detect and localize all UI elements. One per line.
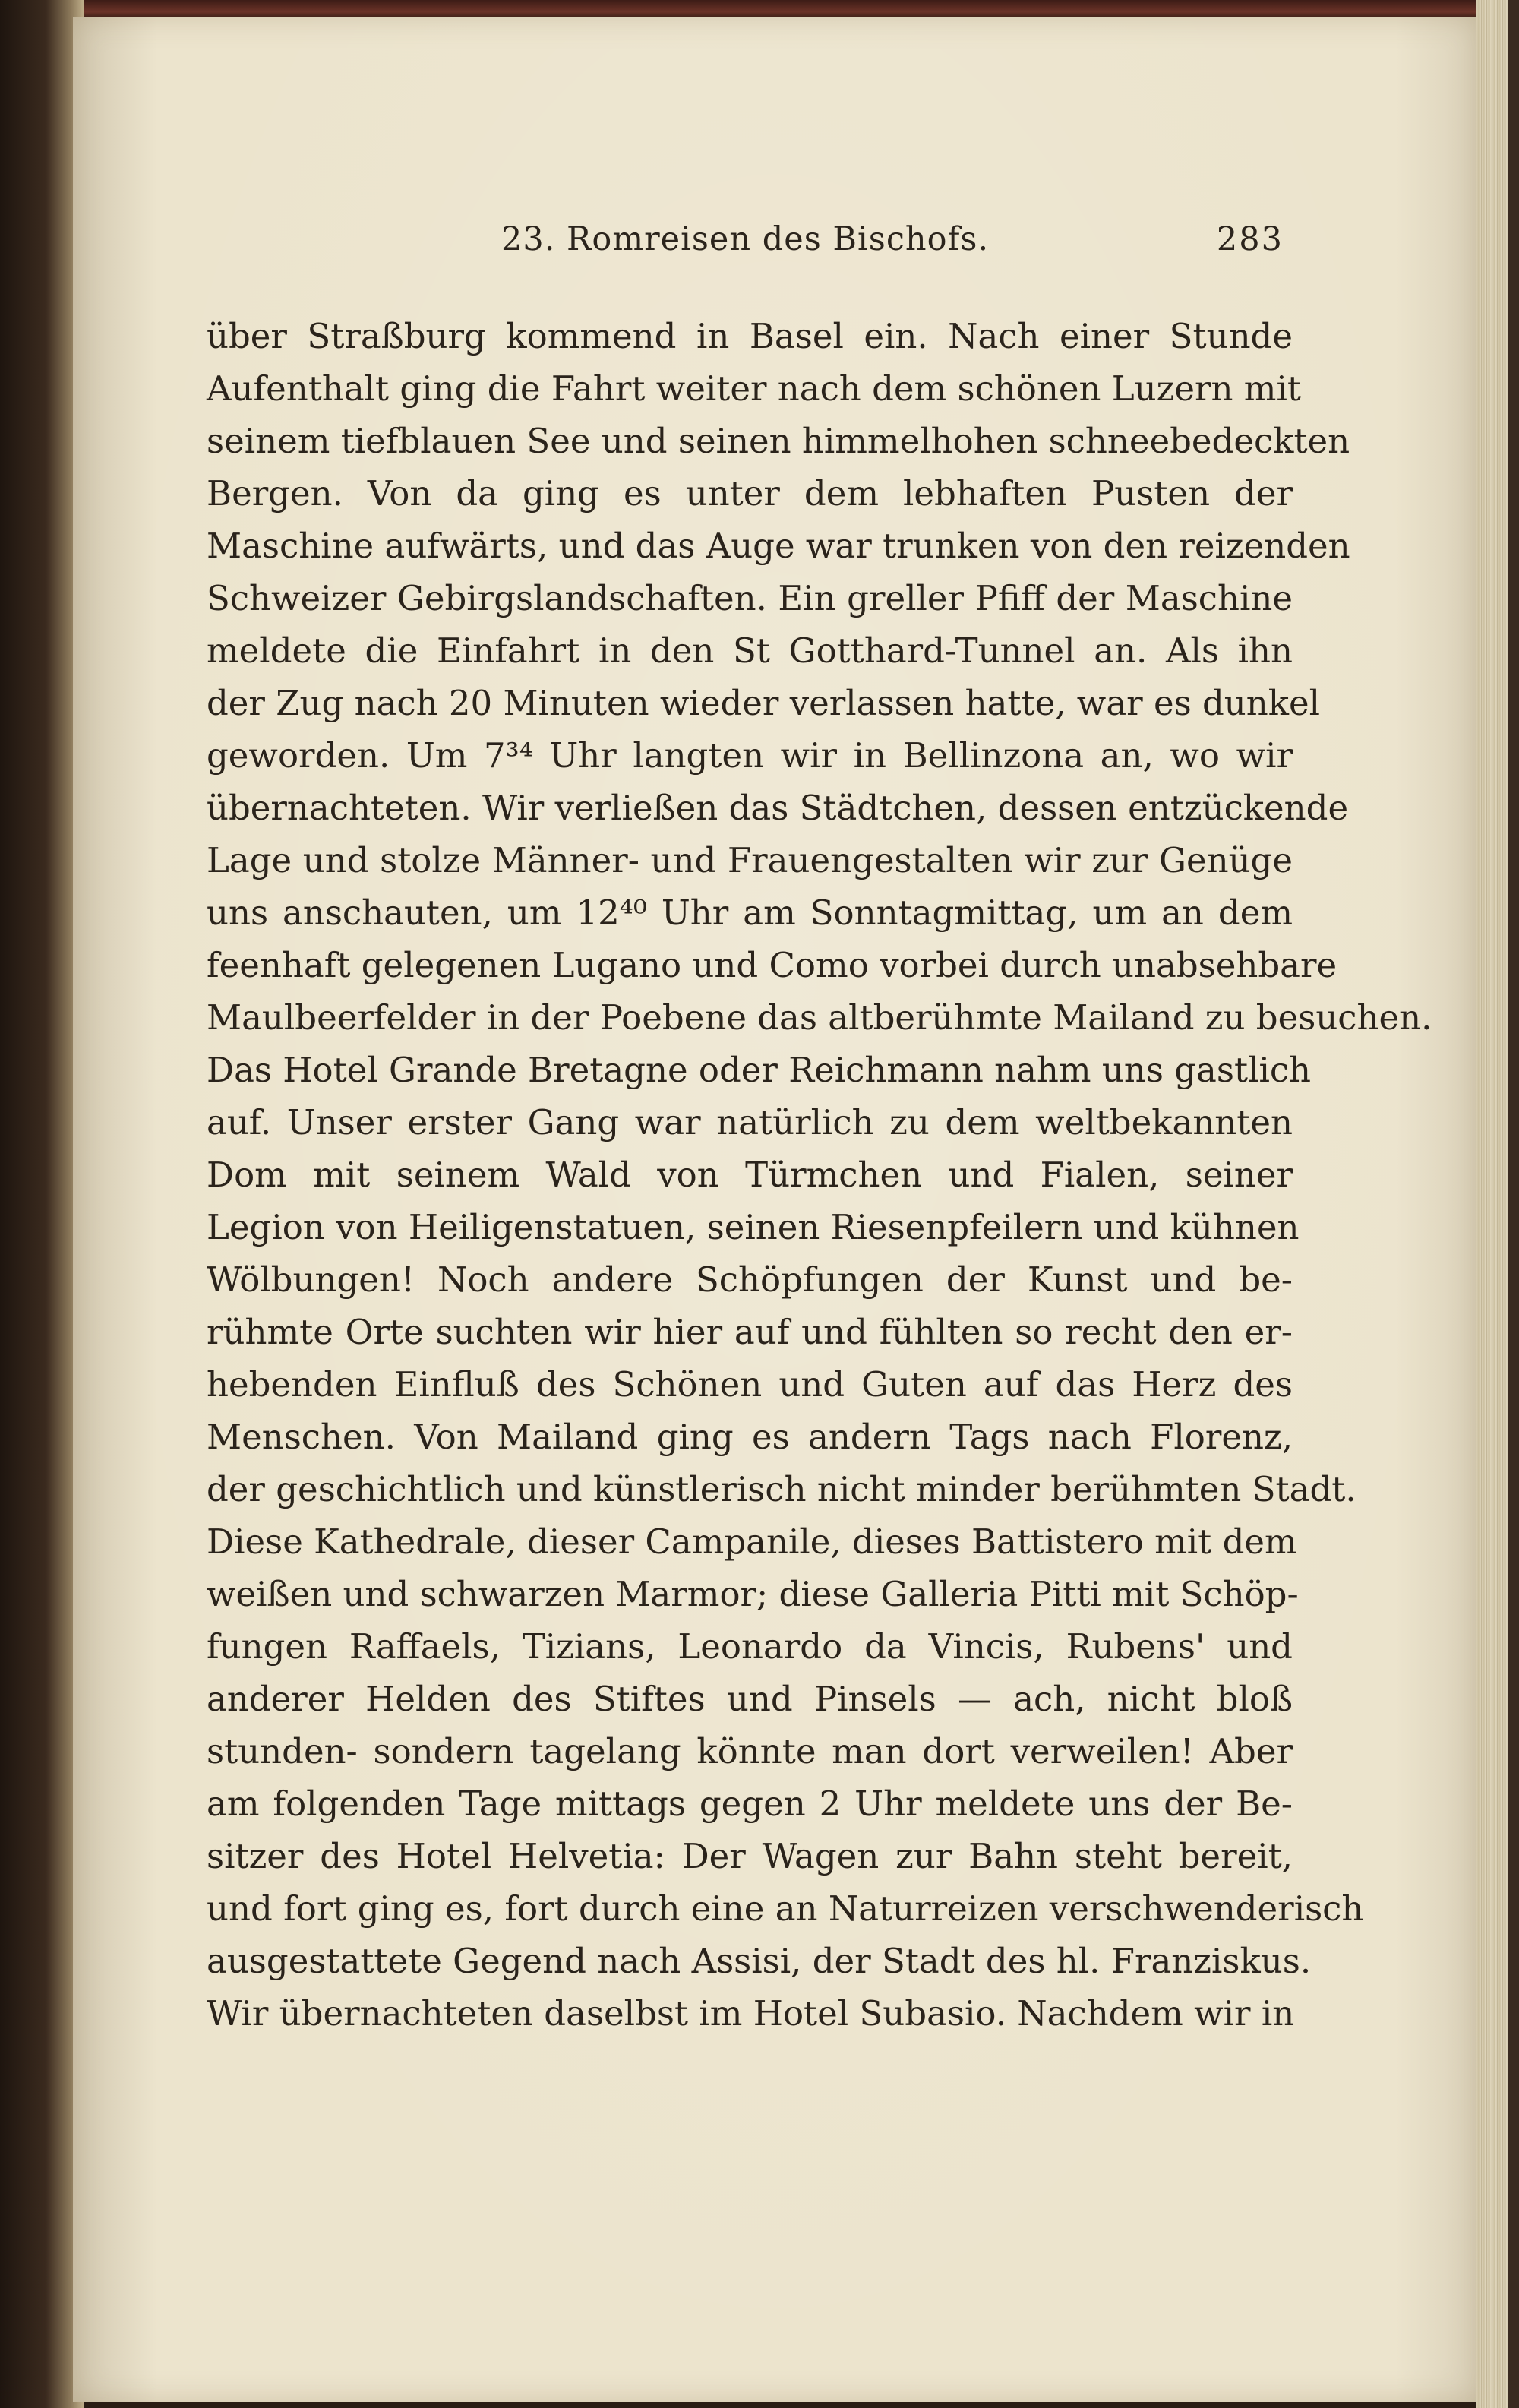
- text-line: Maulbeerfelder in der Poebene das altberühmte Mailand zu besuchen.: [207, 997, 1432, 1038]
- text-line: sitzer des Hotel Helvetia: Der Wagen zur Bahn steht bereit,: [207, 1836, 1293, 1876]
- text-line: der Zug nach 20 Minuten wieder verlassen hatte, war es dunkel: [207, 683, 1321, 723]
- book-gutter: [0, 0, 84, 2408]
- text-line: Aufenthalt ging die Fahrt weiter nach dem schönen Luzern mit: [207, 368, 1301, 409]
- text-line: hebenden Einfluß des Schönen und Guten auf das Herz des: [207, 1364, 1293, 1405]
- text-line: am folgenden Tage mittags gegen 2 Uhr meldete uns der Be-: [207, 1784, 1293, 1824]
- text-line: Dom mit seinem Wald von Türmchen und Fialen, seiner: [207, 1155, 1293, 1195]
- body-text: [207, 310, 1432, 2040]
- text-line: fungen Raffaels, Tizians, Leonardo da Vincis, Rubens' und: [207, 1626, 1293, 1667]
- text-line: Wölbungen! Noch andere Schöpfungen der Kunst und be-: [207, 1259, 1293, 1300]
- text-line: anderer Helden des Stiftes und Pinsels — ach, nicht bloß: [207, 1679, 1293, 1719]
- text-line: rühmte Orte suchten wir hier auf und fühlten so recht den er-: [207, 1312, 1293, 1352]
- text-line: und fort ging es, fort durch eine an Naturreizen verschwenderisch: [207, 1888, 1364, 1929]
- text-line: der geschichtlich und künstlerisch nicht minder berühmten Stadt.: [207, 1469, 1356, 1509]
- text-line: feenhaft gelegenen Lugano und Como vorbei durch unabsehbare: [207, 945, 1337, 985]
- page-header: [501, 220, 1284, 273]
- book-cover-edge: [1508, 0, 1519, 2408]
- text-line: übernachteten. Wir verließen das Städtchen, dessen entzückende: [207, 788, 1349, 828]
- text-line: Legion von Heiligenstatuen, seinen Riesenpfeilern und kühnen: [207, 1207, 1300, 1247]
- text-line: auf. Unser erster Gang war natürlich zu dem weltbekannten: [207, 1102, 1293, 1142]
- text-line: Wir übernachteten daselbst im Hotel Subasio. Nachdem wir in: [207, 1993, 1295, 2034]
- text-line: uns anschauten, um 12⁴⁰ Uhr am Sonntagmittag, um an dem: [207, 893, 1293, 933]
- text-line: Maschine aufwärts, und das Auge war trunken von den reizenden: [207, 526, 1350, 566]
- page-number: 283: [1216, 220, 1284, 258]
- text-line: Lage und stolze Männer- und Frauengestalten wir zur Genüge: [207, 840, 1293, 880]
- running-title: 23. Romreisen des Bischofs.: [501, 220, 990, 258]
- text-line: meldete die Einfahrt in den St Gotthard-Tunnel an. Als ihn: [207, 630, 1293, 671]
- text-line: Diese Kathedrale, dieser Campanile, dieses Battistero mit dem: [207, 1522, 1297, 1562]
- text-line: Das Hotel Grande Bretagne oder Reichmann nahm uns gastlich: [207, 1050, 1312, 1090]
- text-line: Bergen. Von da ging es unter dem lebhaften Pusten der: [207, 473, 1293, 514]
- text-line: Schweizer Gebirgslandschaften. Ein greller Pfiff der Maschine: [207, 578, 1293, 618]
- text-line: seinem tiefblauen See und seinen himmelhohen schneebedeckten: [207, 421, 1350, 461]
- text-line: Menschen. Von Mailand ging es andern Tags nach Florenz,: [207, 1417, 1293, 1457]
- text-line: stunden- sondern tagelang könnte man dort verweilen! Aber: [207, 1731, 1293, 1771]
- text-line: weißen und schwarzen Marmor; diese Galleria Pitti mit Schöp-: [207, 1574, 1299, 1614]
- text-line: ausgestattete Gegend nach Assisi, der Stadt des hl. Franziskus.: [207, 1941, 1312, 1981]
- text-line: geworden. Um 7³⁴ Uhr langten wir in Bellinzona an, wo wir: [207, 735, 1293, 776]
- text-line: über Straßburg kommend in Basel ein. Nach einer Stunde: [207, 316, 1293, 356]
